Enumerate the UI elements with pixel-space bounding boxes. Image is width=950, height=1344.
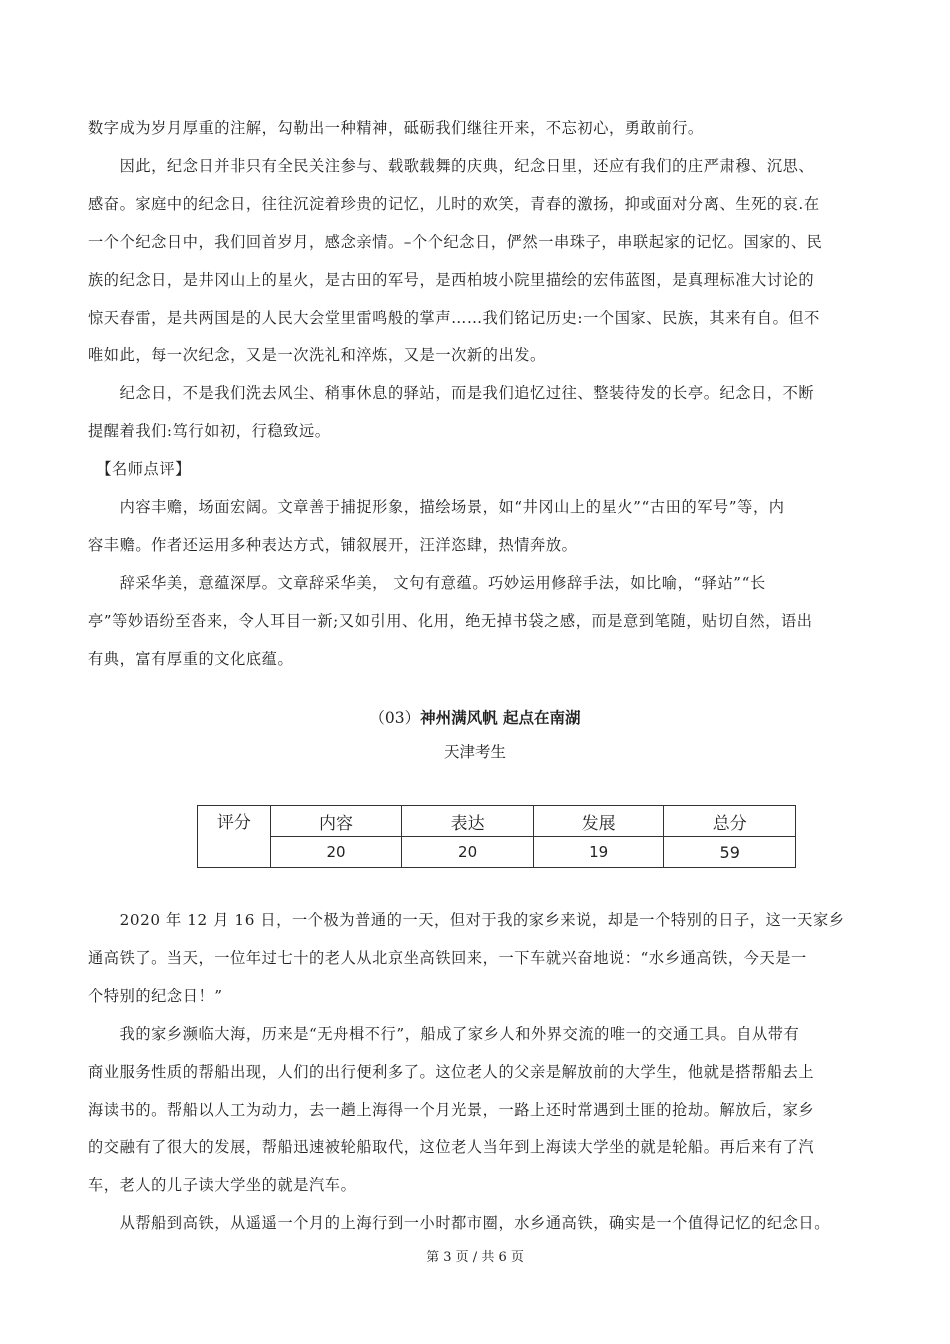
- review-heading: 【名师点评】: [88, 460, 191, 478]
- essay2-title-text: 神州满风帆 起点在南湖: [420, 708, 581, 727]
- text-line: 内容丰赡，场面宏阔。文章善于捕捉形象，描绘场景，如“井冈山上的星火”“古田的军号”等，内: [88, 497, 785, 516]
- text-line: 惊天春雷，是共两国是的人民大会堂里雷鸣般的掌声……我们铭记历史:一个国家、民族，其来有自。但不: [88, 308, 820, 327]
- text-line: 通高铁了。当天，一位年过七十的老人从北京坐高铁回来，一下车就兴奋地说：“水乡通高铁，今天是一: [88, 948, 807, 967]
- review-section: [88, 451, 863, 678]
- text-line: 感奋。家庭中的纪念日，往往沉淀着珍贵的记忆，儿时的欢笑，青春的激扬，抑或面对分离、生死的哀.在: [88, 194, 820, 213]
- essay1-body: [88, 110, 863, 451]
- text-line: 族的纪念日，是井冈山上的星火，是古田的军号，是西柏坡小院里描绘的宏伟蓝图，是真理标准大讨论的: [88, 270, 815, 289]
- essay2-title: [0, 706, 950, 728]
- text-line: 的交融有了很大的发展，帮船迅速被轮船取代，这位老人当年到上海读大学坐的就是轮船。再后来有了汽: [88, 1138, 815, 1157]
- text-line: 纪念日，不是我们洗去风尘、稍事休息的驿站，而是我们追忆过往、整装待发的长亭。纪念日，不断: [88, 384, 815, 403]
- text-line: 我的家乡濒临大海，历来是“无舟楫不行”，船成了家乡人和外界交流的唯一的交通工具。自从带有: [88, 1024, 800, 1043]
- text-line: 辞采华美，意蕴深厚。文章辞采华美， 文句有意蕴。巧妙运用修辞手法，如比喻，“驿站”“长: [88, 573, 766, 592]
- text-line: 车，老人的儿子读大学坐的就是汽车。: [88, 1176, 357, 1195]
- text-line: 商业服务性质的帮船出现，人们的出行便利多了。这位老人的父亲是解放前的大学生，他就是搭帮船去上: [88, 1062, 815, 1081]
- text-line: 从帮船到高铁，从遥遥一个月的上海行到一小时都市圈，水乡通高铁，确实是一个值得记忆的纪念日。: [88, 1214, 831, 1233]
- essay2-number: （03）: [369, 709, 421, 727]
- text-line: 数字成为岁月厚重的注解，勾勒出一种精神，砥砺我们继往开来，不忘初心，勇敢前行。: [88, 119, 704, 137]
- essay2-body: [88, 902, 863, 1243]
- text-line: 唯如此，每一次纪念，又是一次洗礼和淬炼，又是一次新的出发。: [88, 346, 546, 365]
- text-line: 容丰赡。作者还运用多种表达方式，铺叙展开，汪洋恣肆，热情奔放。: [88, 535, 578, 554]
- essay2-author: 天津考生: [443, 743, 506, 761]
- score-total: 59: [664, 837, 796, 868]
- score-content: 20: [270, 837, 402, 868]
- text-line: 一个个纪念日中，我们回首岁月，感念亲情。–个个纪念日，俨然一串珠子，串联起家的记忆。国家的、民: [88, 232, 823, 251]
- score-header-development: 发展: [533, 806, 664, 837]
- score-header-expression: 表达: [402, 806, 534, 837]
- text-line: 因此，纪念日并非只有全民关注参与、载歌载舞的庆典，纪念日里，还应有我们的庄严肃穆、沉思、: [88, 156, 815, 175]
- score-table: [197, 805, 796, 868]
- text-line: 海读书的。帮船以人工为动力，去一趟上海得一个月光景，一路上还时常遇到土匪的抢劫。解放后，家乡: [88, 1100, 815, 1119]
- score-development: 19: [533, 837, 664, 868]
- score-row-label: 评分: [198, 806, 271, 868]
- score-header-content: 内容: [270, 806, 402, 837]
- text-line: 个特别的纪念日！”: [88, 986, 223, 1005]
- text-line: 提醒着我们:笃行如初，行稳致远。: [88, 422, 331, 441]
- text-line: 2020 年 12 月 16 日，一个极为普通的一天，但对于我的家乡来说，却是一个特别的日子，这一天家乡: [88, 911, 845, 929]
- score-header-total: 总分: [664, 806, 796, 837]
- text-line: 有典，富有厚重的文化底蕴。: [88, 649, 294, 668]
- page-footer: 第 3 页 / 共 6 页: [426, 1250, 524, 1265]
- score-expression: 20: [402, 837, 534, 868]
- text-line: 亭”等妙语纷至沓来，令人耳目一新;又如引用、化用，绝无掉书袋之感，而是意到笔随，贴切自然，语出: [88, 611, 813, 630]
